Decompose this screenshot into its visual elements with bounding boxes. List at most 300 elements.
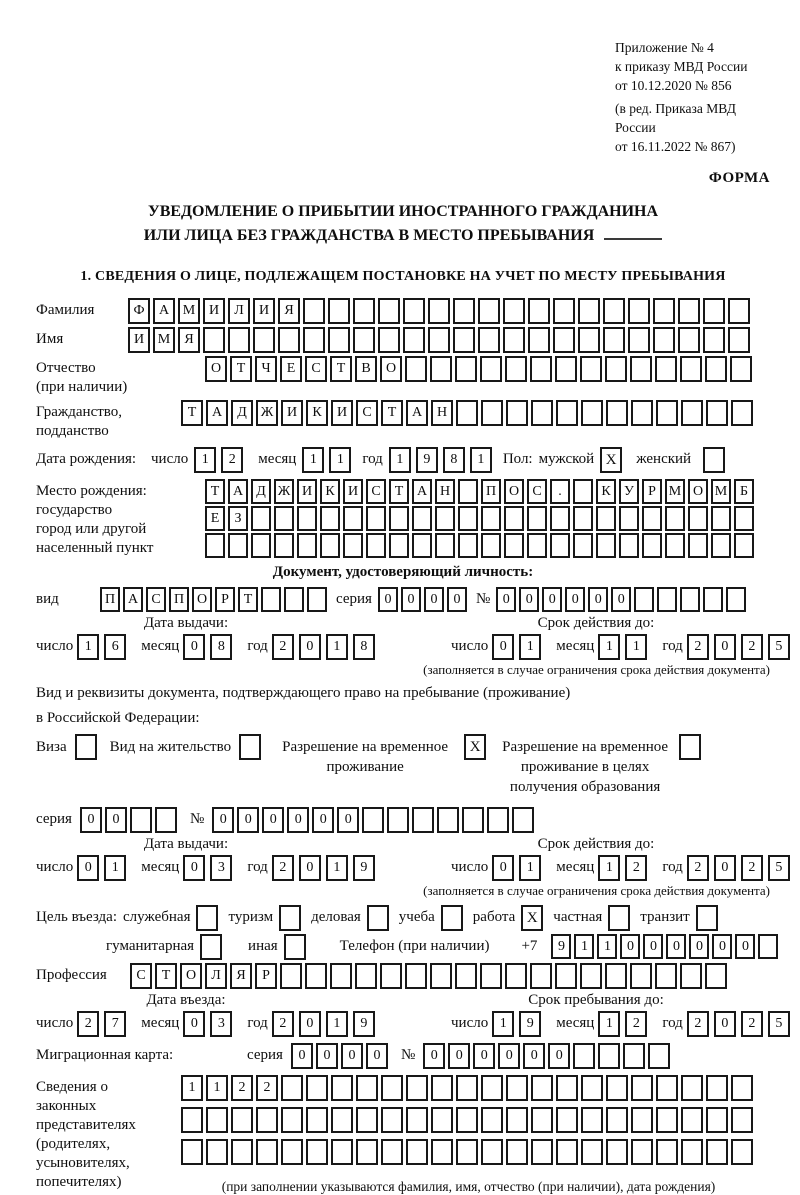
purpose-transit-checkbox: [696, 905, 718, 931]
char-cell: 2: [272, 855, 294, 881]
entry-dates: [36, 992, 783, 1037]
appendix-line-1: Приложение № 4: [615, 40, 714, 55]
year-label: год: [662, 638, 683, 654]
char-cell: [366, 533, 386, 558]
title-blank-underline: [604, 223, 662, 240]
char-cell: [378, 298, 400, 324]
char-cell: 0: [105, 807, 127, 833]
char-cell: [203, 327, 225, 353]
birth-place-label-line4: населенный пункт: [36, 540, 154, 556]
char-cell: [343, 506, 363, 531]
residence-expiry-heading: Срок действия до:: [537, 836, 655, 852]
char-cell: Ж: [274, 479, 294, 504]
residence-doc-note: (заполняется в случае ограничения срока действия документа): [423, 883, 770, 898]
char-cell: [366, 506, 386, 531]
char-cell: [430, 963, 452, 989]
char-cell: [306, 1139, 328, 1165]
char-cell: 9: [353, 855, 375, 881]
char-cell: [605, 963, 627, 989]
identity-issue-day-boxes: [77, 634, 131, 660]
purpose-row-1: [36, 905, 770, 931]
char-cell: Т: [181, 400, 203, 426]
char-cell: [435, 533, 455, 558]
char-cell: 0: [401, 587, 421, 612]
char-cell: 1: [470, 447, 492, 473]
char-cell: [462, 807, 484, 833]
char-cell: [706, 1139, 728, 1165]
char-cell: Я: [178, 327, 200, 353]
char-cell: О: [192, 587, 212, 612]
purpose-other-checkbox: [284, 934, 306, 960]
char-cell: [353, 327, 375, 353]
char-cell: [458, 479, 478, 504]
char-cell: [655, 963, 677, 989]
char-cell: Ж: [256, 400, 278, 426]
char-cell: [596, 533, 616, 558]
char-cell: [331, 1075, 353, 1101]
char-cell: З: [228, 506, 248, 531]
char-cell: О: [205, 356, 227, 382]
char-cell: [480, 963, 502, 989]
identity-doc-series-label: серия: [336, 591, 372, 607]
char-cell: [487, 807, 509, 833]
char-cell: [680, 356, 702, 382]
stay-month-boxes: [598, 1011, 652, 1037]
purpose-business: [311, 905, 389, 931]
char-cell: П: [481, 479, 501, 504]
char-cell: [527, 506, 547, 531]
char-cell: И: [331, 400, 353, 426]
char-cell: [531, 1107, 553, 1133]
representatives-label-line4: (родителях,: [36, 1136, 111, 1152]
char-cell: [705, 356, 727, 382]
char-cell: [606, 1107, 628, 1133]
char-cell: 0: [542, 587, 562, 612]
representatives-row1-boxes: [181, 1075, 756, 1101]
char-cell: [731, 1107, 753, 1133]
day-label: число: [451, 1015, 489, 1031]
identity-issue-month-boxes: [183, 634, 237, 660]
char-cell: 0: [312, 807, 334, 833]
char-cell: [387, 807, 409, 833]
purpose-row-2: [36, 934, 770, 960]
char-cell: [406, 1139, 428, 1165]
char-cell: Е: [280, 356, 302, 382]
month-label: месяц: [141, 859, 180, 875]
char-cell: [606, 1139, 628, 1165]
char-cell: А: [228, 479, 248, 504]
birth-day-boxes: [194, 447, 248, 473]
char-cell: П: [169, 587, 189, 612]
char-cell: [353, 298, 375, 324]
appendix-line-2: к приказу МВД России: [615, 59, 748, 74]
char-cell: Т: [155, 963, 177, 989]
char-cell: 1: [519, 855, 541, 881]
purpose-work-checkbox: X: [521, 905, 543, 931]
residence-expiry-day-boxes: [492, 855, 546, 881]
char-cell: [331, 1107, 353, 1133]
representatives-row3-boxes: [181, 1139, 756, 1165]
representatives-block: [36, 1075, 770, 1195]
char-cell: [356, 1107, 378, 1133]
char-cell: [581, 400, 603, 426]
char-cell: [251, 533, 271, 558]
entry-date-line: [36, 1011, 411, 1037]
stay-until-heading: Срок пребывания до:: [528, 992, 664, 1008]
char-cell: 0: [291, 1043, 313, 1069]
residence-doc-series-label: серия: [36, 811, 72, 827]
char-cell: Т: [205, 479, 225, 504]
char-cell: 0: [378, 587, 398, 612]
char-cell: [728, 327, 750, 353]
char-cell: [631, 1107, 653, 1133]
char-cell: Е: [205, 506, 225, 531]
residence-doc-dates: [36, 836, 783, 881]
char-cell: [628, 298, 650, 324]
purpose-transit: [640, 905, 717, 931]
char-cell: [430, 356, 452, 382]
char-cell: [573, 479, 593, 504]
char-cell: [297, 506, 317, 531]
purpose-other-label: иная: [248, 938, 278, 954]
char-cell: [381, 1075, 403, 1101]
char-cell: 6: [104, 634, 126, 660]
char-cell: [619, 506, 639, 531]
purpose-humanitarian-label: гуманитарная: [106, 938, 195, 954]
char-cell: [506, 1139, 528, 1165]
purpose-label: Цель въезда:: [36, 909, 117, 925]
purpose-study: [399, 905, 463, 931]
char-cell: 0: [643, 934, 663, 959]
form-label: ФОРМА: [708, 170, 770, 186]
stay-day-boxes: [492, 1011, 546, 1037]
char-cell: [553, 298, 575, 324]
char-cell: 0: [299, 634, 321, 660]
char-cell: [688, 533, 708, 558]
year-label: год: [662, 859, 683, 875]
citizenship-label: [36, 400, 181, 441]
char-cell: [274, 506, 294, 531]
char-cell: [181, 1107, 203, 1133]
char-cell: 0: [492, 855, 514, 881]
char-cell: 2: [256, 1075, 278, 1101]
patronymic-label-line2: (при наличии): [36, 379, 128, 395]
char-cell: П: [100, 587, 120, 612]
char-cell: [728, 298, 750, 324]
char-cell: [403, 327, 425, 353]
char-cell: С: [356, 400, 378, 426]
representatives-boxes: [181, 1075, 756, 1195]
char-cell: [458, 506, 478, 531]
revision-line-1: (в ред. Приказа МВД России: [615, 101, 736, 135]
identity-expiry-line: [451, 634, 795, 660]
char-cell: 0: [183, 634, 205, 660]
char-cell: М: [711, 479, 731, 504]
residence-expiry-year-boxes: [687, 855, 795, 881]
char-cell: [378, 327, 400, 353]
char-cell: Н: [431, 400, 453, 426]
char-cell: Н: [435, 479, 455, 504]
char-cell: [580, 356, 602, 382]
char-cell: 1: [598, 1011, 620, 1037]
char-cell: [330, 963, 352, 989]
char-cell: 0: [473, 1043, 495, 1069]
month-label: месяц: [556, 1015, 595, 1031]
char-cell: 1: [389, 447, 411, 473]
residence-permit-checkbox: [239, 734, 261, 760]
profession-boxes: [130, 963, 730, 989]
given-name-row: [36, 327, 770, 353]
patronymic-row: [36, 356, 770, 397]
year-label: год: [247, 638, 268, 654]
char-cell: [504, 533, 524, 558]
char-cell: 1: [194, 447, 216, 473]
identity-doc-note: (заполняется в случае ограничения срока действия документа): [423, 662, 770, 677]
char-cell: 2: [741, 855, 763, 881]
char-cell: [481, 1139, 503, 1165]
char-cell: [274, 533, 294, 558]
char-cell: М: [178, 298, 200, 324]
phone-prefix: +7: [521, 938, 538, 954]
char-cell: [228, 327, 250, 353]
revision-line-2: от 16.11.2022 № 867): [615, 139, 736, 154]
char-cell: [678, 327, 700, 353]
char-cell: 0: [316, 1043, 338, 1069]
profession-row: [36, 963, 770, 989]
char-cell: [630, 356, 652, 382]
residence-doc-intro-line1: Вид и реквизиты документа, подтверждающего право на пребывание (проживание): [36, 685, 571, 701]
char-cell: [556, 1139, 578, 1165]
month-label: месяц: [258, 451, 297, 467]
year-label: год: [662, 1015, 683, 1031]
char-cell: 1: [104, 855, 126, 881]
char-cell: [278, 327, 300, 353]
char-cell: Р: [255, 963, 277, 989]
surname-row: [36, 298, 770, 324]
residence-expiry-line: [451, 855, 795, 881]
char-cell: М: [153, 327, 175, 353]
char-cell: [505, 963, 527, 989]
char-cell: 0: [287, 807, 309, 833]
char-cell: [706, 400, 728, 426]
char-cell: А: [153, 298, 175, 324]
form-title-line1: УВЕДОМЛЕНИЕ О ПРИБЫТИИ ИНОСТРАННОГО ГРАЖДАНИНА: [147, 203, 659, 220]
char-cell: [431, 1107, 453, 1133]
char-cell: 8: [443, 447, 465, 473]
char-cell: [506, 1107, 528, 1133]
identity-doc-row: [36, 587, 770, 612]
patronymic-label-line1: Отчество: [36, 360, 96, 376]
char-cell: [573, 533, 593, 558]
char-cell: [453, 298, 475, 324]
char-cell: [734, 533, 754, 558]
char-cell: [631, 400, 653, 426]
identity-doc-number-label: №: [475, 591, 491, 607]
char-cell: [527, 533, 547, 558]
purpose-business-checkbox: [367, 905, 389, 931]
char-cell: [531, 1139, 553, 1165]
char-cell: [455, 356, 477, 382]
purpose-work-label: работа: [472, 909, 516, 925]
char-cell: [656, 1139, 678, 1165]
birth-date-label: Дата рождения:: [36, 451, 137, 467]
year-label: год: [247, 1015, 268, 1031]
char-cell: 2: [272, 1011, 294, 1037]
residence-expiry-col: [411, 836, 795, 881]
month-label: месяц: [556, 638, 595, 654]
char-cell: [455, 963, 477, 989]
char-cell: 8: [210, 634, 232, 660]
char-cell: [578, 327, 600, 353]
purpose-study-label: учеба: [398, 909, 435, 925]
char-cell: [681, 1075, 703, 1101]
char-cell: [256, 1107, 278, 1133]
char-cell: 0: [424, 587, 444, 612]
char-cell: [528, 298, 550, 324]
char-cell: [381, 1107, 403, 1133]
char-cell: [573, 1043, 595, 1069]
char-cell: 2: [625, 1011, 647, 1037]
char-cell: [403, 298, 425, 324]
char-cell: 1: [625, 634, 647, 660]
citizenship-row: [36, 400, 770, 441]
char-cell: [656, 1075, 678, 1101]
char-cell: Л: [228, 298, 250, 324]
char-cell: 0: [519, 587, 539, 612]
char-cell: 5: [768, 1011, 790, 1037]
char-cell: [412, 533, 432, 558]
char-cell: 0: [714, 1011, 736, 1037]
char-cell: [356, 1075, 378, 1101]
char-cell: 1: [326, 855, 348, 881]
char-cell: 0: [448, 1043, 470, 1069]
char-cell: Д: [251, 479, 271, 504]
char-cell: [603, 298, 625, 324]
char-cell: [205, 533, 225, 558]
char-cell: 3: [210, 1011, 232, 1037]
stay-until-col: [411, 992, 795, 1037]
residence-permit-option: [110, 734, 261, 760]
char-cell: [681, 1139, 703, 1165]
birth-place-row2-boxes: [205, 506, 757, 531]
purpose-transit-label: транзит: [640, 909, 690, 925]
identity-expiry-col: [411, 615, 795, 660]
representatives-label-line5: усыновителях,: [36, 1155, 130, 1171]
char-cell: С: [146, 587, 166, 612]
temp-residence-education-option: [499, 734, 701, 797]
char-cell: [261, 587, 281, 612]
char-cell: Т: [381, 400, 403, 426]
birth-place-boxes: [205, 479, 757, 560]
char-cell: 0: [299, 855, 321, 881]
char-cell: [706, 1075, 728, 1101]
char-cell: [481, 1075, 503, 1101]
temp-residence-education-checkbox: [679, 734, 701, 760]
char-cell: [343, 533, 363, 558]
char-cell: [505, 356, 527, 382]
patronymic-boxes: [205, 356, 755, 382]
char-cell: О: [504, 479, 524, 504]
month-label: месяц: [141, 638, 180, 654]
char-cell: [504, 506, 524, 531]
char-cell: [297, 533, 317, 558]
char-cell: [206, 1107, 228, 1133]
char-cell: 0: [523, 1043, 545, 1069]
char-cell: [731, 1075, 753, 1101]
char-cell: 1: [492, 1011, 514, 1037]
char-cell: [573, 506, 593, 531]
char-cell: 2: [221, 447, 243, 473]
char-cell: И: [203, 298, 225, 324]
purpose-official: [123, 905, 219, 931]
char-cell: 1: [302, 447, 324, 473]
char-cell: [130, 807, 152, 833]
char-cell: [680, 587, 700, 612]
char-cell: [623, 1043, 645, 1069]
char-cell: К: [320, 479, 340, 504]
residence-doc-series-boxes: [80, 807, 180, 833]
stay-year-boxes: [687, 1011, 795, 1037]
appendix-line-3: от 10.12.2020 № 856: [615, 78, 732, 93]
citizenship-label-line2: подданство: [36, 423, 109, 439]
temp-residence-education-label: Разрешение на временное проживание в целях получения образования: [502, 739, 669, 795]
char-cell: [703, 298, 725, 324]
char-cell: 0: [447, 587, 467, 612]
char-cell: О: [180, 963, 202, 989]
residence-issue-col: [36, 836, 411, 881]
char-cell: [619, 533, 639, 558]
char-cell: [665, 533, 685, 558]
day-label: число: [36, 859, 74, 875]
char-cell: [428, 327, 450, 353]
char-cell: [631, 1139, 653, 1165]
char-cell: А: [123, 587, 143, 612]
purpose-tourism-label: туризм: [228, 909, 274, 925]
purpose-official-checkbox: [196, 905, 218, 931]
char-cell: [726, 587, 746, 612]
entry-month-boxes: [183, 1011, 237, 1037]
char-cell: [253, 327, 275, 353]
citizenship-label-line1: Гражданство,: [36, 404, 123, 420]
char-cell: [603, 327, 625, 353]
char-cell: 0: [496, 587, 516, 612]
entry-year-boxes: [272, 1011, 380, 1037]
char-cell: [556, 1075, 578, 1101]
phone-boxes: [551, 934, 781, 959]
day-label: число: [451, 638, 489, 654]
char-cell: К: [306, 400, 328, 426]
char-cell: [280, 963, 302, 989]
form-body: [36, 298, 783, 1195]
char-cell: .: [550, 479, 570, 504]
purpose-study-checkbox: [441, 905, 463, 931]
entry-date-col: [36, 992, 411, 1037]
char-cell: [703, 587, 723, 612]
char-cell: С: [366, 479, 386, 504]
char-cell: 0: [262, 807, 284, 833]
char-cell: 0: [237, 807, 259, 833]
visa-option: [36, 734, 97, 760]
char-cell: [556, 1107, 578, 1133]
representatives-row2-boxes: [181, 1107, 756, 1133]
char-cell: 0: [620, 934, 640, 959]
identity-doc-type-boxes: [100, 587, 330, 612]
char-cell: 2: [625, 855, 647, 881]
citizenship-boxes: [181, 400, 756, 426]
form-title: [36, 201, 770, 247]
surname-boxes: [128, 298, 753, 324]
char-cell: [731, 400, 753, 426]
